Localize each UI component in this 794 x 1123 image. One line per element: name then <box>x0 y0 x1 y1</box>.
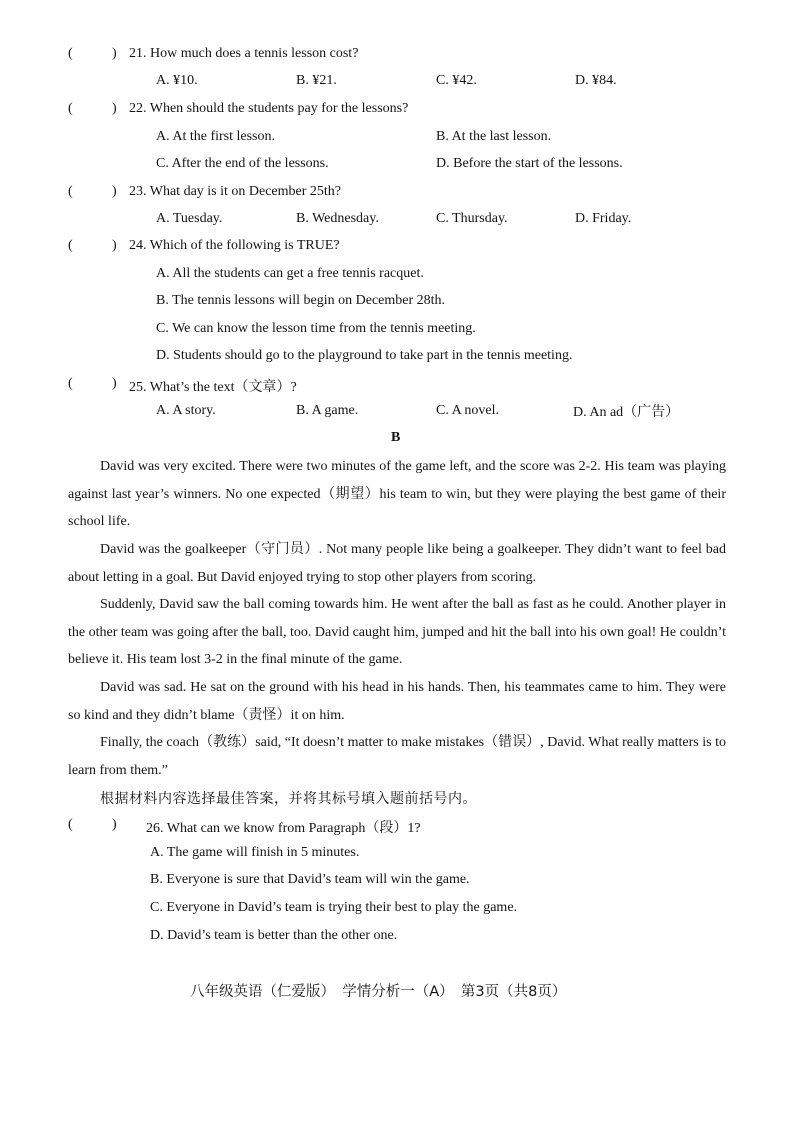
question-24-stem: 24. Which of the following is TRUE? <box>129 238 340 253</box>
answer-bracket-24[interactable]: ( ) <box>68 238 117 253</box>
q26-option-b: B. Everyone is sure that David’s team will win the game. <box>150 872 470 887</box>
q24-option-a: A. All the students can get a free tennis racquet. <box>156 266 424 281</box>
q25-option-c: C. A novel. <box>436 403 500 418</box>
passage-paragraph-4: David was sad. He sat on the ground with his head in his hands. Then, his teammates came to him. They were so kind and they didn’t blame（责怪）it on him. <box>68 680 726 723</box>
answer-bracket-25[interactable]: ( ) <box>68 376 117 391</box>
answer-bracket-21[interactable]: ( ) <box>68 46 117 61</box>
q26-option-a: A. The game will finish in 5 minutes. <box>150 845 360 860</box>
q25-option-a: A. A story. <box>156 403 216 418</box>
q23-option-b: B. Wednesday. <box>296 211 379 226</box>
q23-option-c: C. Thursday. <box>436 211 508 226</box>
q22-option-c: C. After the end of the lessons. <box>156 156 329 171</box>
q24-option-c: C. We can know the lesson time from the tennis meeting. <box>156 321 476 336</box>
q21-option-a: A. ¥10. <box>156 73 198 88</box>
q25-option-b: B. A game. <box>296 403 359 418</box>
q24-option-b: B. The tennis lessons will begin on December 28th. <box>156 293 446 308</box>
q22-option-b: B. At the last lesson. <box>436 129 552 144</box>
q21-option-b: B. ¥21. <box>296 73 337 88</box>
answer-bracket-22[interactable]: ( ) <box>68 101 117 116</box>
q26-option-d: D. David’s team is better than the other one. <box>150 928 398 943</box>
answer-bracket-23[interactable]: ( ) <box>68 184 117 199</box>
passage-paragraph-2: David was the goalkeeper（守门员）. Not many people like being a goalkeeper. They didn’t want to feel bad about letting in a goal. But David enjoyed trying to stop other players from scoring. <box>68 542 726 585</box>
instruction-text: 根据材料内容选择最佳答案，并将其标号填入题前括号内。 <box>100 791 477 807</box>
passage-paragraph-1: David was very excited. There were two minutes of the game left, and the score was 2-2. His team was playing against last year’s winners. No one expected（期望）his team to win, but they were playing the best game of their school life. <box>68 459 726 530</box>
passage-paragraph-3: Suddenly, David saw the ball coming towards him. He went after the ball as fast as he could. Another player in the other team was going after the ball, too. David caught him, jumped and hit the ball into his own goal! He couldn’t believe it. His team lost 3-2 in the final minute of the game. <box>68 597 726 668</box>
question-26-stem: 26. What can we know from Paragraph（段）1? <box>146 821 421 836</box>
q21-option-c: C. ¥42. <box>436 73 477 88</box>
question-23-stem: 23. What day is it on December 25th? <box>129 184 342 199</box>
section-b-heading: B <box>391 430 401 445</box>
passage-paragraph-5: Finally, the coach（教练）said, “It doesn’t matter to make mistakes（错误）, David. What really matters is to learn from them.” <box>68 735 726 778</box>
q25-option-d: D. An ad（广告） <box>573 405 680 420</box>
q23-option-d: D. Friday. <box>575 211 632 226</box>
page-footer: 八年级英语（仁爱版） 学情分析一（A） 第3页（共8页） <box>190 984 567 1000</box>
q26-option-c: C. Everyone in David’s team is trying their best to play the game. <box>150 900 518 915</box>
question-25-stem: 25. What’s the text（文章）? <box>129 380 297 395</box>
q22-option-a: A. At the first lesson. <box>156 129 275 144</box>
q24-option-d: D. Students should go to the playground to take part in the tennis meeting. <box>156 348 573 363</box>
q21-option-d: D. ¥84. <box>575 73 617 88</box>
q23-option-a: A. Tuesday. <box>156 211 223 226</box>
question-22-stem: 22. When should the students pay for the lessons? <box>129 101 409 116</box>
question-21-stem: 21. How much does a tennis lesson cost? <box>129 46 359 61</box>
q22-option-d: D. Before the start of the lessons. <box>436 156 623 171</box>
answer-bracket-26[interactable]: ( ) <box>68 817 117 832</box>
